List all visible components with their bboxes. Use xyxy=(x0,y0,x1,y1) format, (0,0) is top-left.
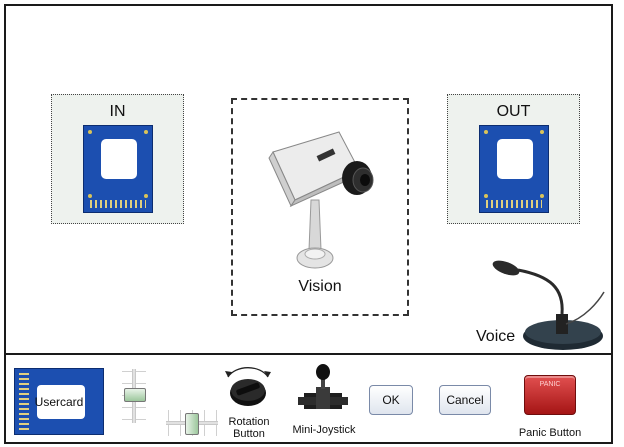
panic-cap-text: PANIC xyxy=(539,381,561,388)
panic-button-label: Panic Button xyxy=(518,427,582,439)
horizontal-slider-thumb[interactable] xyxy=(185,413,199,435)
usercard-tool[interactable] xyxy=(14,368,104,435)
camera-icon xyxy=(261,122,381,272)
out-rfid-reader-icon xyxy=(479,125,549,213)
vision-zone[interactable] xyxy=(231,98,409,316)
vertical-slider-thumb[interactable] xyxy=(124,388,146,402)
joystick-icon[interactable] xyxy=(298,363,348,413)
in-rfid-reader-icon xyxy=(83,125,153,213)
rotation-knob-icon[interactable] xyxy=(220,359,274,407)
component-toolbar xyxy=(4,353,613,444)
mini-joystick-label: Mini-Joystick xyxy=(292,424,356,436)
panic-button[interactable] xyxy=(524,375,576,415)
horizontal-slider[interactable] xyxy=(166,407,218,439)
usercard-label: Usercard xyxy=(34,395,84,409)
ok-button[interactable]: OK xyxy=(369,385,413,415)
out-zone-label: OUT xyxy=(496,103,531,120)
vertical-slider[interactable] xyxy=(119,369,149,423)
cancel-button[interactable]: Cancel xyxy=(439,385,491,415)
rotation-button-label: Rotation Button xyxy=(228,416,270,440)
out-zone[interactable] xyxy=(447,94,580,224)
in-zone-label: IN xyxy=(109,103,126,120)
vision-zone-label: Vision xyxy=(298,278,342,295)
in-zone[interactable] xyxy=(51,94,184,224)
voice-label: Voice xyxy=(476,328,516,345)
